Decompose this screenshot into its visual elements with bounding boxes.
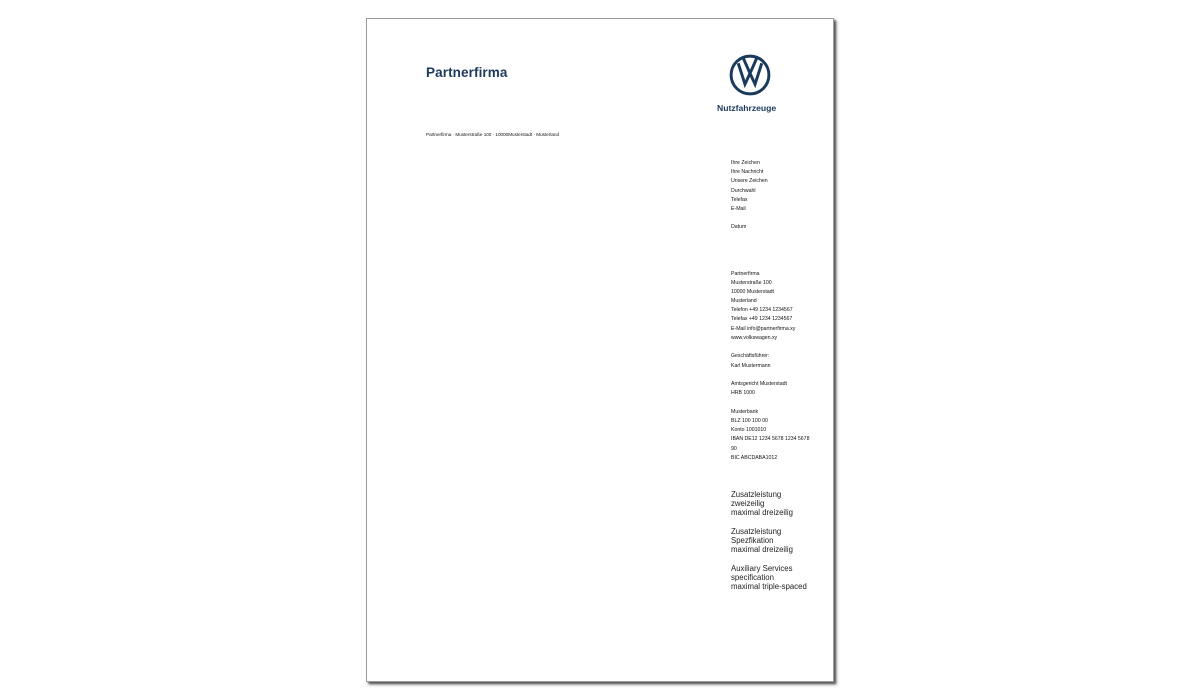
bank-name: Musterbank [731, 409, 759, 415]
bank-blz: BLZ 100 100 00 [731, 418, 768, 424]
contact-city: 10000 Musterstadt [731, 289, 774, 295]
service-line: Zusatzleistung [731, 527, 782, 536]
service-line: Auxiliary Services [731, 564, 793, 573]
service-block-3 [731, 564, 807, 592]
sender-address-line: Partnerfirma · Musterstraße 100 · 10000Musterstadt · Musterland [426, 132, 560, 137]
contact-website: www.volkswagen.xy [731, 335, 778, 341]
vw-logo-icon [729, 54, 771, 96]
ref-field-ihre-nachricht: Ihre Nachricht [731, 169, 764, 175]
bank-bic: BIC ABCDABA1012 [731, 455, 778, 461]
service-line: Zusatzleistung [731, 490, 782, 499]
service-block-2 [731, 527, 793, 555]
service-line: zweizeilig [731, 499, 765, 509]
bank-account: Konto 1001010 [731, 427, 767, 433]
management-name: Karl Mustermann [731, 363, 771, 369]
bank-iban-cont: 90 [731, 446, 737, 452]
ref-field-ihre-zeichen: Ihre Zeichen [731, 160, 760, 166]
service-line: maximal dreizeilig [731, 545, 793, 555]
service-line: Spezfikation [731, 536, 774, 546]
contact-phone: Telefon +49 1234 1234567 [731, 307, 793, 313]
brand-name: Nutzfahrzeuge [717, 103, 777, 113]
letterhead-page [366, 18, 834, 682]
management-label: Geschäftsführer: [731, 353, 770, 359]
contact-country: Musterland [731, 298, 757, 304]
date-label: Datum [731, 224, 747, 230]
ref-field-unsere-zeichen: Unsere Zeichen [731, 178, 768, 184]
service-block-1 [731, 490, 793, 518]
ref-field-email: E-Mail [731, 206, 746, 212]
bank-iban: IBAN DE12 1234 5678 1234 5678 [731, 436, 810, 442]
ref-field-durchwahl: Durchwahl [731, 188, 756, 194]
company-title: Partnerfirma [426, 65, 508, 80]
contact-email: E-Mail info@partnerfirma.xy [731, 326, 796, 332]
contact-street: Musterstraße 100 [731, 280, 772, 286]
registry-number: HRB 1000 [731, 390, 755, 396]
contact-company: Partnerfirma [731, 271, 760, 277]
service-line: maximal triple-spaced [731, 582, 807, 592]
registry-court: Amtsgericht Musterstadt [731, 381, 787, 387]
service-line: maximal dreizeilig [731, 508, 793, 518]
service-line: specification [731, 573, 774, 583]
contact-fax: Telefax +49 1234 1234567 [731, 316, 793, 322]
ref-field-telefax: Telefax [731, 197, 748, 203]
